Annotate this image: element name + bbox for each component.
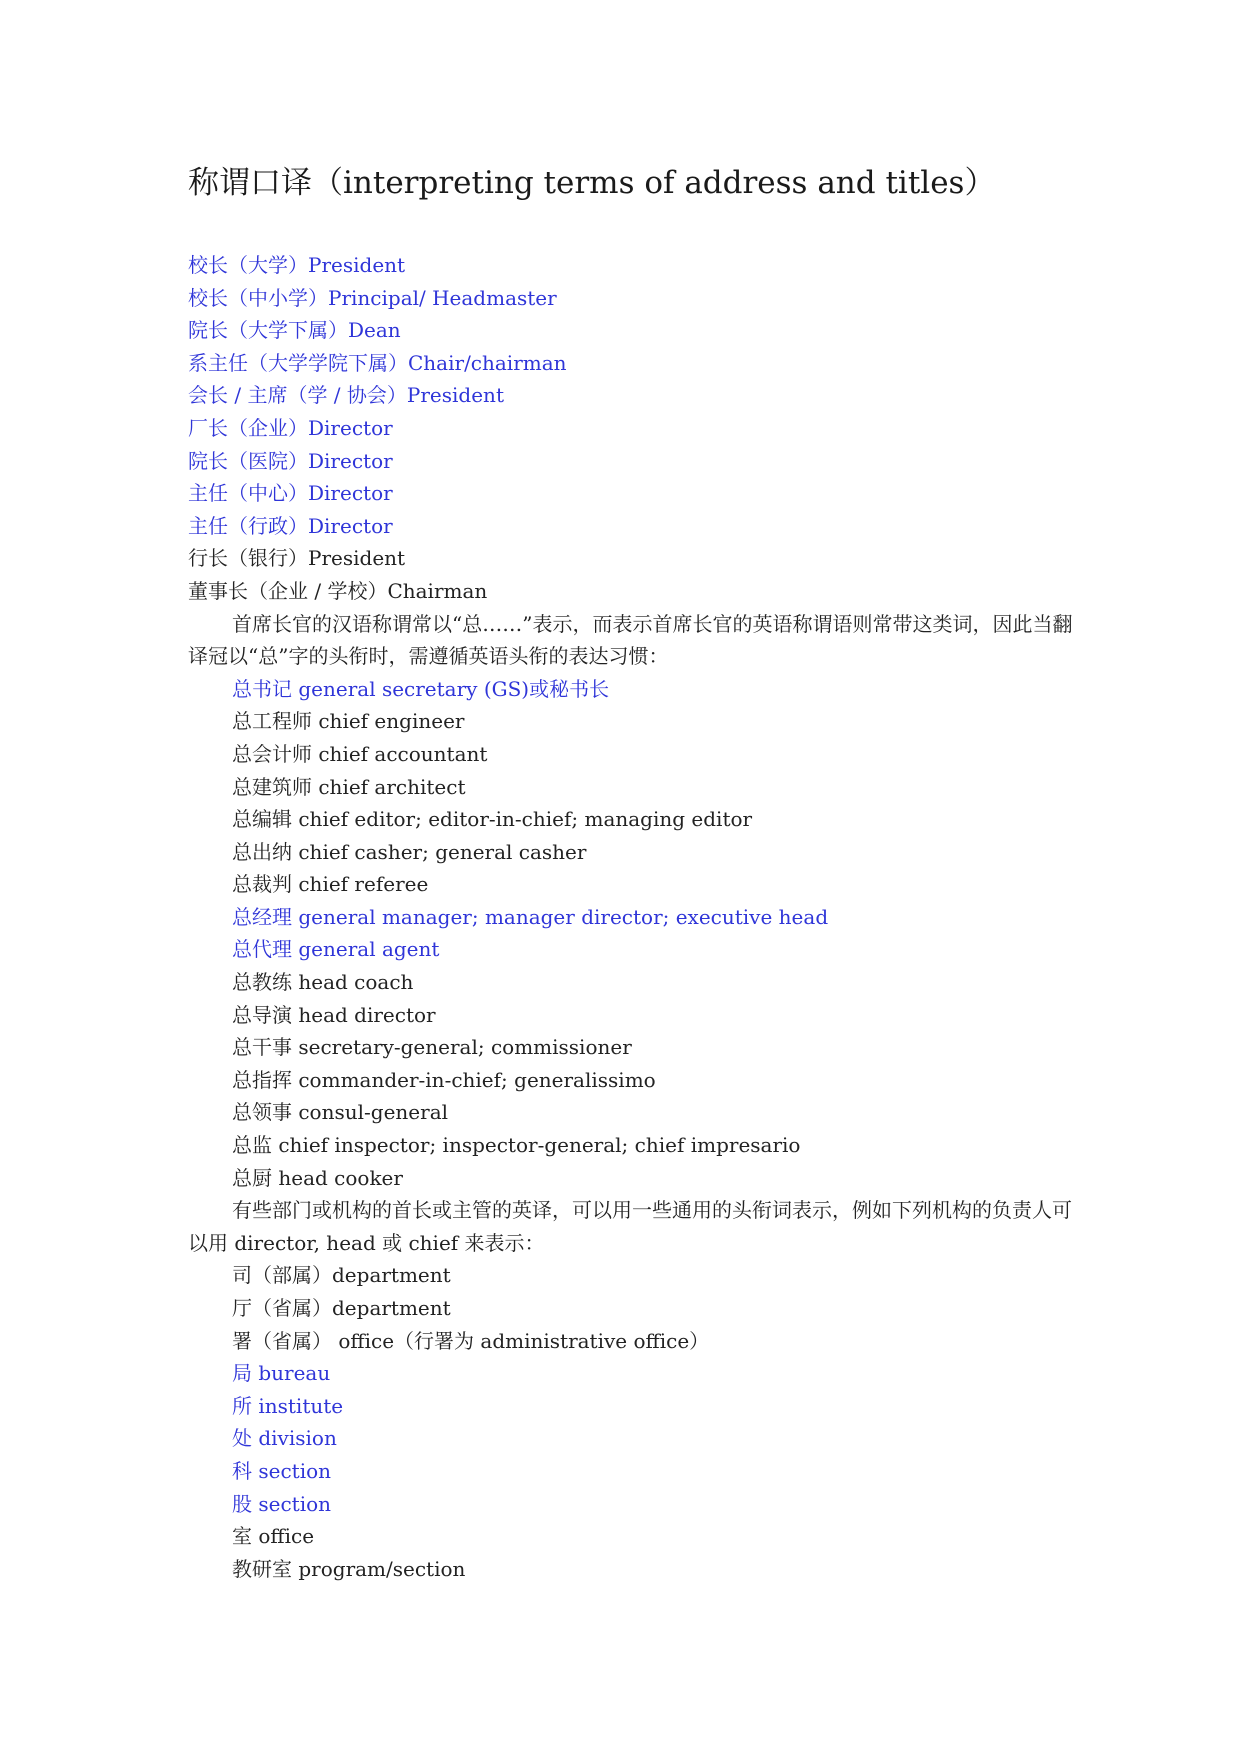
title-line: 厂长（企业）Director bbox=[188, 415, 393, 440]
document-page bbox=[188, 162, 1088, 1585]
zong-title-line: 总指挥 commander-in-chief; generalissimo bbox=[232, 1067, 656, 1092]
title-line: 主任（行政）Director bbox=[188, 513, 393, 538]
title-line: 系主任（大学学院下属）Chair/chairman bbox=[188, 350, 567, 375]
title-line: 院长（大学下属）Dean bbox=[188, 318, 401, 343]
intro-paragraph-departments: 有些部门或机构的首长或主管的英译，可以用一些通用的头衔词表示，例如下列机构的负责人可以用 director, head 或 chief 来表示： bbox=[188, 1198, 1072, 1255]
department-line: 厅（省属）department bbox=[232, 1296, 451, 1320]
department-line: 司（部属）department bbox=[232, 1263, 451, 1288]
zong-title-line: 总出纳 chief casher; general casher bbox=[232, 839, 587, 864]
intro-paragraph-zong: 首席长官的汉语称谓常以“总……”表示，而表示首席长官的英语称谓语则常带这类词，因此当翻译冠以“总”字的头衔时，需遵循英语头衔的表达习惯： bbox=[188, 611, 1073, 669]
zong-title-line: 总建筑师 chief architect bbox=[232, 774, 466, 799]
title-line: 主任（中心）Director bbox=[188, 481, 393, 506]
zong-title-line: 总编辑 chief editor; editor-in-chief; managing editor bbox=[232, 807, 753, 832]
zong-title-line: 总工程师 chief engineer bbox=[232, 709, 465, 734]
page-title: 称谓口译（interpreting terms of address and titles） bbox=[188, 165, 996, 201]
department-line: 室 office bbox=[232, 1524, 315, 1549]
zong-title-line: 总裁判 chief referee bbox=[232, 872, 429, 897]
department-line: 所 institute bbox=[232, 1393, 344, 1418]
zong-title-line: 总经理 general manager; manager director; executive head bbox=[232, 904, 829, 929]
title-line: 校长（大学）President bbox=[188, 253, 406, 277]
title-line: 行长（银行）President bbox=[188, 546, 406, 571]
department-line: 股 section bbox=[232, 1491, 332, 1516]
department-line: 局 bureau bbox=[232, 1361, 331, 1386]
title-line: 院长（医院）Director bbox=[188, 448, 393, 473]
title-line: 会长 / 主席（学 / 协会）President bbox=[188, 383, 504, 408]
department-line: 署（省属） office（行署为 administrative office） bbox=[232, 1328, 710, 1353]
zong-title-line: 总代理 general agent bbox=[232, 937, 440, 962]
zong-title-line: 总会计师 chief accountant bbox=[232, 741, 488, 766]
title-line: 董事长（企业 / 学校）Chairman bbox=[188, 578, 488, 603]
zong-title-line: 总书记 general secretary (GS)或秘书长 bbox=[232, 676, 610, 701]
zong-title-line: 总监 chief inspector; inspector-general; chief impresario bbox=[232, 1133, 801, 1158]
department-line: 教研室 program/section bbox=[232, 1556, 466, 1581]
zong-title-line: 总干事 secretary-general; commissioner bbox=[232, 1035, 632, 1060]
zong-title-line: 总教练 head coach bbox=[232, 970, 414, 995]
document-body bbox=[188, 249, 1088, 1585]
department-line: 科 section bbox=[232, 1458, 332, 1483]
zong-title-line: 总领事 consul-general bbox=[232, 1100, 449, 1125]
title-line: 校长（中小学）Principal/ Headmaster bbox=[188, 285, 557, 310]
zong-title-line: 总厨 head cooker bbox=[232, 1165, 403, 1190]
zong-title-line: 总导演 head director bbox=[232, 1002, 436, 1027]
department-line: 处 division bbox=[232, 1426, 337, 1451]
